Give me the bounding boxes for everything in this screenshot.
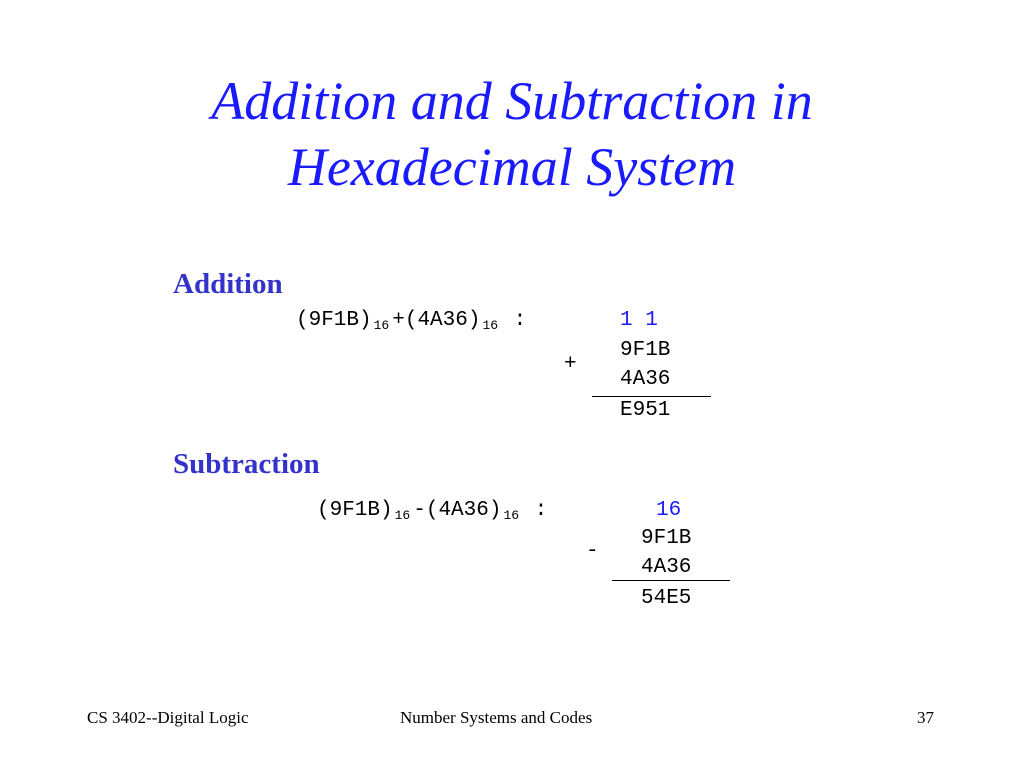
subtraction-heading: Subtraction xyxy=(173,448,320,480)
addition-operand1: 9F1B xyxy=(620,339,671,362)
subtraction-operand2: 4A36 xyxy=(641,556,692,579)
addition-expression xyxy=(296,309,526,338)
subtraction-operand1: 9F1B xyxy=(641,527,692,550)
subtraction-colon: : xyxy=(534,499,548,522)
footer-page-number: 37 xyxy=(917,708,934,727)
addition-operand2: 4A36 xyxy=(620,368,671,391)
slide-title-line2: Hexadecimal System xyxy=(287,137,737,197)
addition-carry: 1 1 xyxy=(620,309,658,332)
addition-colon: : xyxy=(513,309,527,332)
addition-heading: Addition xyxy=(173,268,283,300)
subtraction-expression xyxy=(317,499,547,528)
subtraction-base-a: 16 xyxy=(394,508,411,523)
addition-base-b: 16 xyxy=(482,318,499,333)
subtraction-borrow: 16 xyxy=(656,499,682,522)
addition-operand-b: +(4A36) xyxy=(392,309,481,332)
footer-topic: Number Systems and Codes xyxy=(400,708,593,727)
slide-title-line1: Addition and Subtraction in xyxy=(211,71,813,131)
addition-operator: + xyxy=(564,353,577,376)
slide-title xyxy=(60,68,964,200)
subtraction-base-b: 16 xyxy=(503,508,520,523)
addition-operand-a: (9F1B) xyxy=(296,309,372,332)
addition-sum-line xyxy=(592,396,711,397)
subtraction-difference-line xyxy=(612,580,730,581)
subtraction-result: 54E5 xyxy=(641,587,692,610)
footer-course: CS 3402--Digital Logic xyxy=(87,708,249,727)
subtraction-operator: - xyxy=(586,540,599,563)
subtraction-operand-a: (9F1B) xyxy=(317,499,393,522)
subtraction-operand-b: -(4A36) xyxy=(413,499,502,522)
addition-result: E951 xyxy=(620,399,671,422)
addition-base-a: 16 xyxy=(373,318,390,333)
